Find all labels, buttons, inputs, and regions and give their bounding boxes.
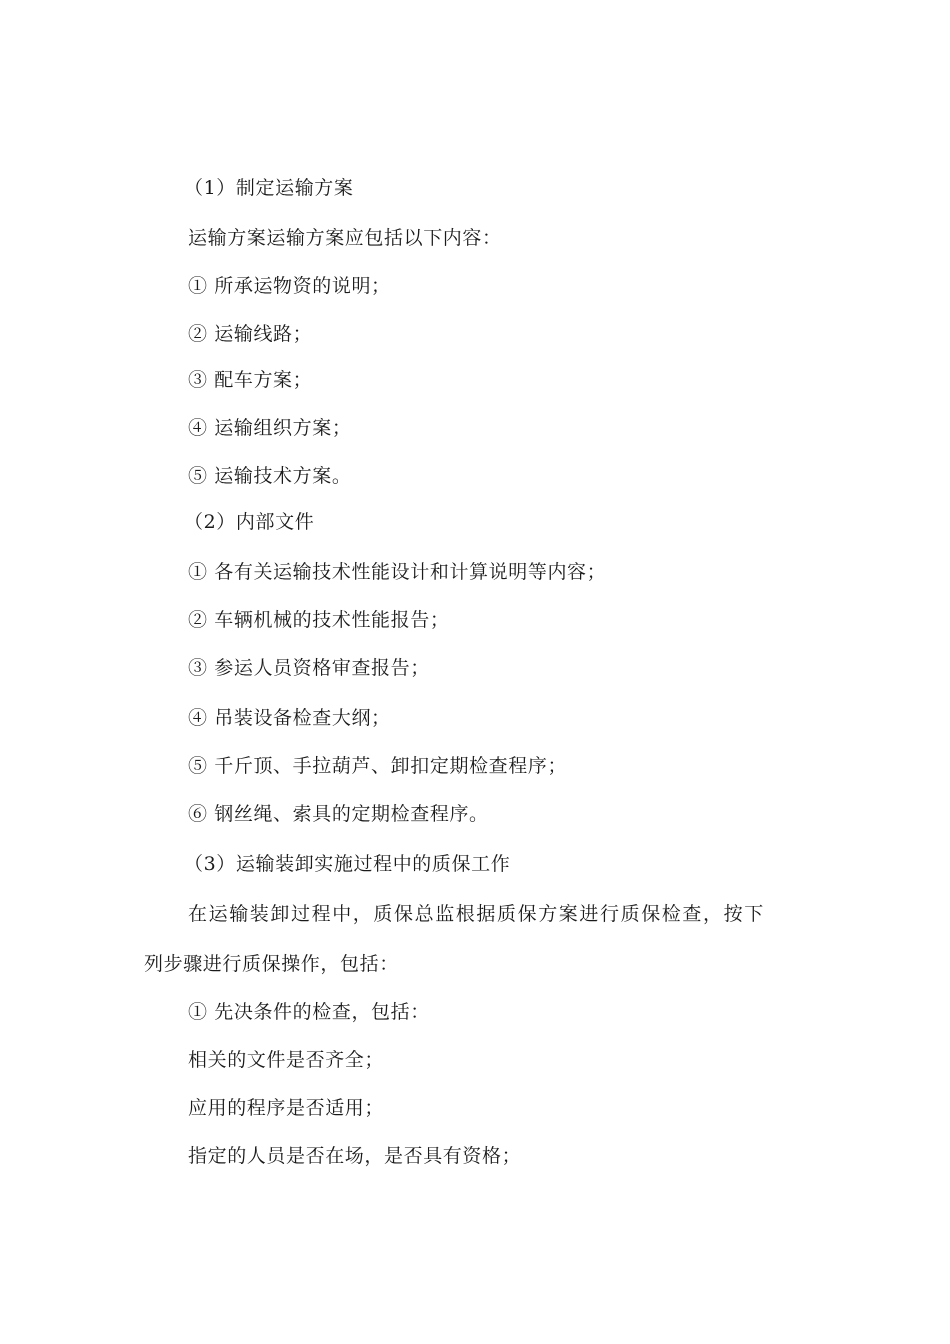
list-item: ③ 配车方案； — [188, 369, 313, 391]
list-item: ⑥ 钢丝绳、索具的定期检查程序。 — [188, 803, 489, 825]
list-item: ① 先决条件的检查，包括： — [188, 1001, 430, 1023]
list-item: ① 各有关运输技术性能设计和计算说明等内容； — [188, 561, 607, 583]
paragraph-intro: 运输方案运输方案应包括以下内容： — [188, 227, 502, 249]
check-item: 相关的文件是否齐全； — [188, 1049, 385, 1071]
section-heading-2: （2）内部文件 — [184, 511, 315, 533]
list-item: ② 车辆机械的技术性能报告； — [188, 609, 450, 631]
list-item: ④ 吊装设备检查大纲； — [188, 707, 391, 729]
list-item: ⑤ 千斤顶、手拉葫芦、卸扣定期检查程序； — [188, 755, 568, 777]
check-item: 指定的人员是否在场，是否具有资格； — [188, 1145, 522, 1167]
paragraph-first-line: 在运输装卸过程中，质保总监根据质保方案进行质保检查，按下 — [188, 903, 765, 925]
check-item: 应用的程序是否适用； — [188, 1097, 385, 1119]
list-item: ② 运输线路； — [188, 323, 313, 345]
list-item: ④ 运输组织方案； — [188, 417, 352, 439]
list-item: ③ 参运人员资格审查报告； — [188, 657, 430, 679]
paragraph-continuation: 列步骤进行质保操作，包括： — [144, 953, 399, 975]
section-heading-1: （1）制定运输方案 — [184, 177, 354, 199]
list-item: ⑤ 运输技术方案。 — [188, 465, 352, 487]
section-heading-3: （3）运输装卸实施过程中的质保工作 — [184, 853, 511, 875]
list-item: ① 所承运物资的说明； — [188, 275, 391, 297]
